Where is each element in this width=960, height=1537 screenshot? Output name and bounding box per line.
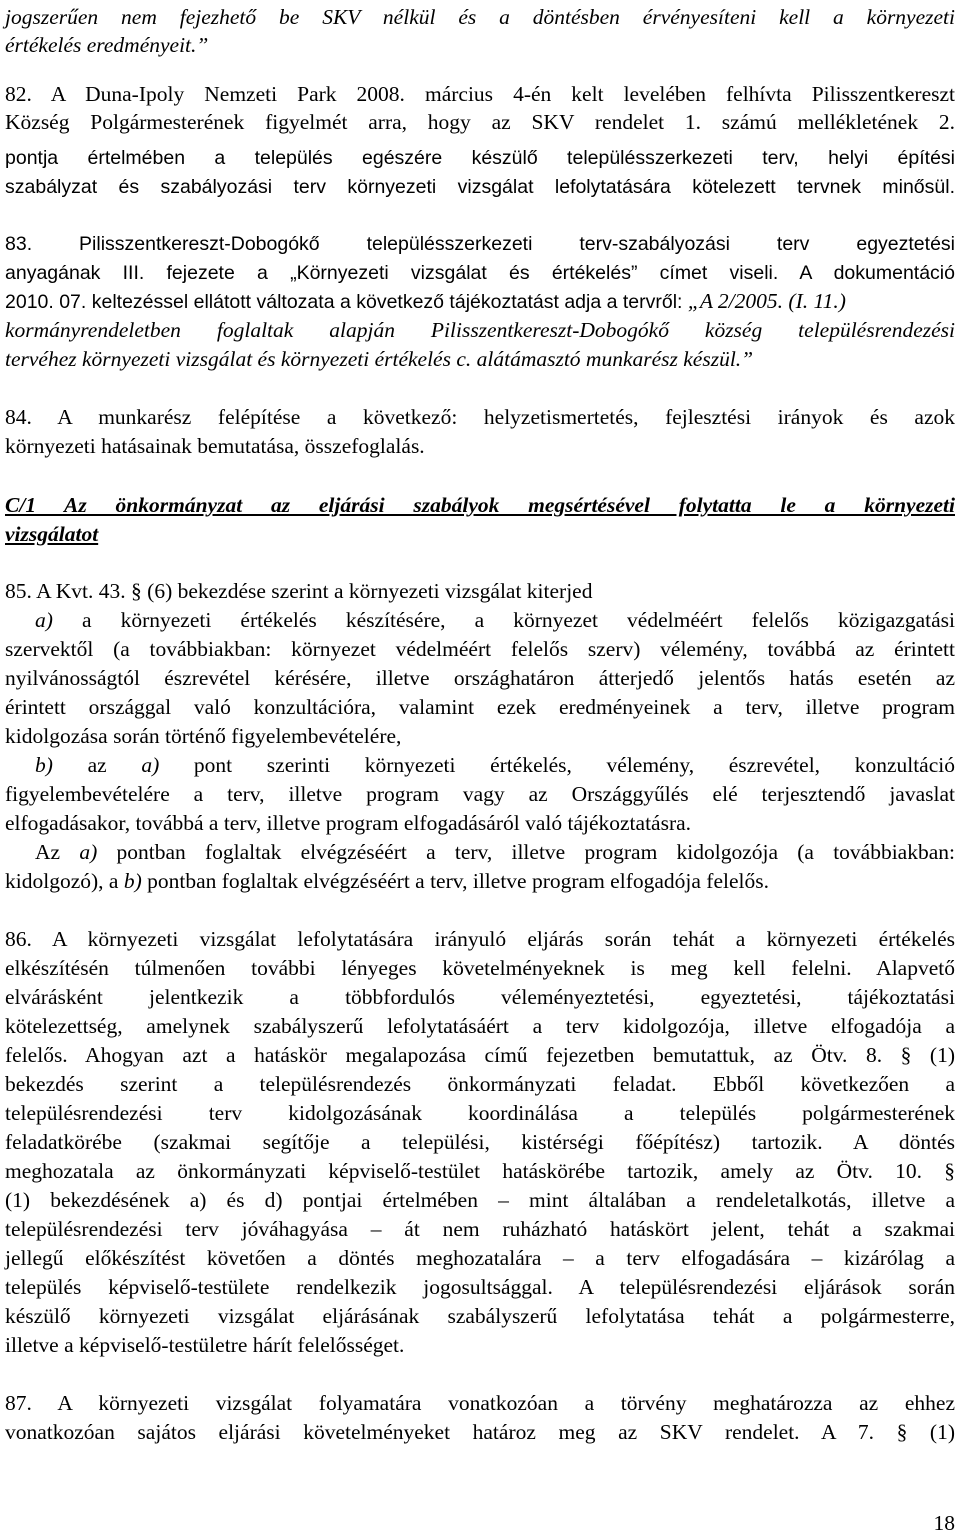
text-line: elvárásként jelentkezik a többfordulós véleményeztetési, egyeztetési, tájékoztatási bbox=[5, 985, 955, 1009]
text-span: Az bbox=[35, 840, 80, 864]
text-span: pont szerinti környezeti értékelés, vélemény, észrevétel, konzultáció bbox=[159, 753, 955, 777]
text-line: meghozatala az önkormányzati képviselő-testület hatáskörébe tartozik, amely az Ötv. 10. § bbox=[5, 1159, 955, 1183]
text-span: a környezeti értékelés készítésére, a környezet védelméért felelős közigazgatási bbox=[52, 608, 955, 632]
text-line: település képviselő-testülete rendelkezik jogosultsággal. A településrendezési eljárások során bbox=[5, 1275, 955, 1299]
text-line: jogszerűen nem fejezhető be SKV nélkül és a döntésben érvényesíteni kell a környezeti bbox=[5, 5, 955, 29]
text-line: feladatkörébe (szakmai segítője a települési, kistérségi főépítész) tartozik. A döntés bbox=[5, 1130, 955, 1154]
text-line: elkészítésén túlmenően további lényeges követelményeknek is meg kell felelni. Alapvető bbox=[5, 956, 955, 980]
text-line: kidolgozása során történő figyelembevételére, bbox=[5, 724, 402, 748]
text-line: figyelembevételére a terv, illetve program vagy az Országgyűlés elé terjesztendő javaslat bbox=[5, 782, 955, 806]
text-span: pontban foglaltak elvégzéséért a terv, illetve program elfogadója felelős. bbox=[141, 869, 769, 893]
text-line: felelős. Ahogyan azt a hatáskör megalapozása című fejezetben bemutattuk, az Ötv. 8. § (1) bbox=[5, 1043, 955, 1067]
text-line: értékelés eredményeit.” bbox=[5, 33, 209, 57]
page-number: 18 bbox=[933, 1511, 955, 1535]
text-line: anyagának III. fejezete a „Környezeti vizsgálat és értékelés” címet viseli. A dokumentáció bbox=[5, 262, 955, 284]
text-line: jellegű előkészítést követően a döntés meghozatalára – a terv elfogadására – kizárólag a bbox=[5, 1246, 955, 1270]
text-span: b) bbox=[123, 869, 142, 893]
text-line: 85. A Kvt. 43. § (6) bekezdése szerint a környezeti vizsgálat kiterjed bbox=[5, 579, 593, 603]
text-line: vonatkozóan sajátos eljárási követelményeket határoz meg az SKV rendelet. A 7. § (1) bbox=[5, 1420, 955, 1444]
text-line: kormányrendeletben foglaltak alapján Pilisszentkereszt-Dobogókő község településrendezési bbox=[5, 318, 955, 342]
text-line: elfogadásakor, továbbá a terv, illetve program elfogadásáról való tájékoztatásra. bbox=[5, 811, 692, 835]
text-line: pontja értelmében a település egészére készülő településszerkezeti terv, helyi építési bbox=[5, 147, 955, 169]
text-line bbox=[35, 838, 955, 866]
text-line: szabályzat és szabályozási terv környezeti vizsgálat lefolytatására kötelezett tervnek minősül. bbox=[5, 176, 955, 198]
text-line: illetve a képviselő-testületre hárít felelősséget. bbox=[5, 1333, 405, 1357]
text-line: tervéhez környezeti vizsgálat és környezeti értékelés c. alátámasztó munkarész készül.” bbox=[5, 347, 754, 371]
text-line: készülő környezeti vizsgálat eljárásának szabályszerű lefolytatása tehát a polgármesterre, bbox=[5, 1304, 955, 1328]
text-line: környezeti hatásainak bemutatása, összefoglalás. bbox=[5, 434, 425, 458]
text-span: az bbox=[52, 753, 142, 777]
text-line: 86. A környezeti vizsgálat lefolytatására irányuló eljárás során tehát a környezeti értékelés bbox=[5, 927, 955, 951]
text-span: a) bbox=[35, 608, 53, 632]
text-line: 83. Pilisszentkereszt-Dobogókő településszerkezeti terv-szabályozási terv egyeztetési bbox=[5, 233, 955, 255]
text-line bbox=[35, 751, 955, 779]
text-line: Község Polgármesterének figyelmét arra, hogy az SKV rendelet 1. számú mellékletének 2. bbox=[5, 110, 955, 134]
text-line: településrendezési terv jóváhagyása – át nem ruházható hatáskört jelent, tehát a szakmai bbox=[5, 1217, 955, 1241]
text-line bbox=[35, 606, 955, 634]
text-line: érintett országgal való konzultációra, valamint ezek eredményeinek a terv, illetve program bbox=[5, 695, 955, 719]
text-line: kötelezettség, amelynek szabályszerű lefolytatásáért a terv kidolgozója, illetve elfogadója a bbox=[5, 1014, 955, 1038]
text-span: kidolgozó), a bbox=[5, 869, 124, 893]
text-span: pontban foglaltak elvégzéséért a terv, illetve program kidolgozója (a továbbiakban: bbox=[97, 840, 955, 864]
text-line: 84. A munkarész felépítése a következő: helyzetismertetés, fejlesztési irányok és azok bbox=[5, 405, 955, 429]
text-line bbox=[5, 867, 955, 895]
text-span: „A 2/2005. (I. 11.) bbox=[682, 289, 846, 313]
text-line: 87. A környezeti vizsgálat folyamatára vonatkozóan a törvény meghatározza az ehhez bbox=[5, 1391, 955, 1415]
text-line bbox=[5, 287, 955, 316]
text-line: településrendezési terv kidolgozásának koordinálása a település polgármesterének bbox=[5, 1101, 955, 1125]
text-span: b) bbox=[35, 753, 53, 777]
text-line: (1) bekezdésének a) és d) pontjai értelmében – mint általában a rendeletalkotás, illetve a bbox=[5, 1188, 955, 1212]
text-span: a) bbox=[141, 753, 160, 777]
text-line: 82. A Duna-Ipoly Nemzeti Park 2008. március 4-én kelt levelében felhívta Pilisszentkereszt bbox=[5, 82, 955, 106]
text-line: nyilvánosságtól észrevétel kérésére, illetve országhatáron átterjedő jelentős hatás esetén az bbox=[5, 666, 955, 690]
section-heading: vizsgálatot bbox=[5, 522, 99, 546]
section-heading: C/1 Az önkormányzat az eljárási szabályok megsértésével folytatta le a környezeti bbox=[5, 493, 955, 517]
text-line: bekezdés szerint a településrendezés önkormányzati feladat. Ebből következően a bbox=[5, 1072, 955, 1096]
text-line: szervektől (a továbbiakban: környezet védelméért felelős szerv) vélemény, továbbá az érintett bbox=[5, 637, 955, 661]
text-span: 2010. 07. keltezéssel ellátott változata a következő tájékoztatást adja a tervről: bbox=[5, 291, 683, 313]
text-span: a) bbox=[79, 840, 98, 864]
